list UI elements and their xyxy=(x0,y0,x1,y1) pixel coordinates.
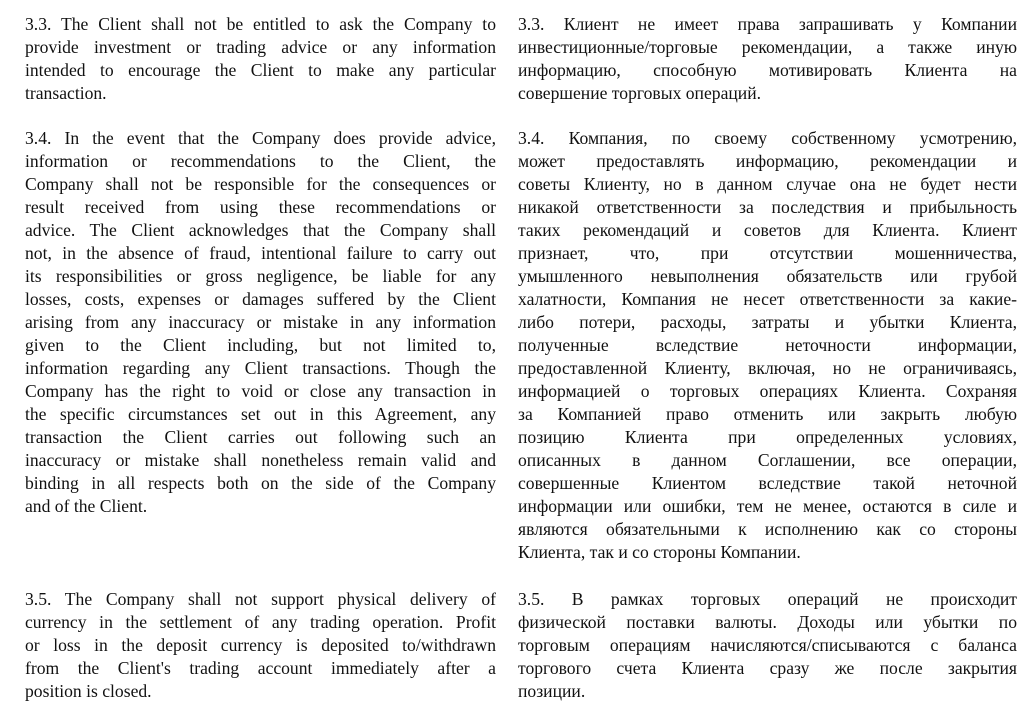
text-line: позицию Клиента при определенных условиях, xyxy=(518,427,1017,447)
text-line: 3.5. The Company shall not support physical delivery of xyxy=(25,589,496,609)
text-line: transaction. xyxy=(25,83,107,103)
text-line: 3.5. В рамках торговых операций не происходит xyxy=(518,589,1017,609)
text-line: торговым операциям начисляются/списываются с баланса xyxy=(518,635,1017,655)
text-line: 3.3. Клиент не имеет права запрашивать у Компании xyxy=(518,14,1017,34)
clause-3-3-ru xyxy=(518,13,1017,105)
text-line: совершенные Клиентом вследствие такой неточной xyxy=(518,473,1017,493)
text-line: либо потери, расходы, затраты и убытки Клиента, xyxy=(518,312,1017,332)
text-line: советы Клиенту, но в данном случае она не будет нести xyxy=(518,174,1017,194)
text-line: Клиента, так и со стороны Компании. xyxy=(518,542,801,562)
text-line: совершение торговых операций. xyxy=(518,83,762,103)
text-line: может предоставлять информацию, рекомендации и xyxy=(518,151,1017,171)
text-line: or loss in the deposit currency is deposited to/withdrawn xyxy=(25,635,496,655)
text-line: given to the Client including, but not limited to, xyxy=(25,335,496,355)
text-line: information or recommendations to the Client, the xyxy=(25,151,496,171)
clause-3-5-en xyxy=(25,588,496,703)
clause-3-5-ru xyxy=(518,588,1017,703)
text-line: инвестиционные/торговые рекомендации, а также иную xyxy=(518,37,1017,57)
text-line: arising from any inaccuracy or mistake in any information xyxy=(25,312,496,332)
clause-3-4-ru xyxy=(518,127,1017,564)
text-line: признает, что, при отсутствии мошенничества, xyxy=(518,243,1017,263)
text-line: losses, costs, expenses or damages suffered by the Client xyxy=(25,289,496,309)
text-line: физической поставки валюты. Доходы или убытки по xyxy=(518,612,1017,632)
text-line: информации или ошибки, тем не менее, остаются в силе и xyxy=(518,496,1017,516)
text-line: 3.3. The Client shall not be entitled to ask the Company to xyxy=(25,14,496,34)
text-line: Company has the right to void or close any transaction in xyxy=(25,381,496,401)
text-line: inaccuracy or mistake shall nonetheless remain valid and xyxy=(25,450,496,470)
text-line: умышленного невыполнения обязательств или грубой xyxy=(518,266,1017,286)
text-line: торгового счета Клиента сразу же после закрытия xyxy=(518,658,1017,678)
text-line: position is closed. xyxy=(25,681,152,701)
text-line: from the Client's trading account immediately after a xyxy=(25,658,496,678)
text-line: за Компанией право отменить или закрыть любую xyxy=(518,404,1017,424)
text-line: 3.4. In the event that the Company does provide advice, xyxy=(25,128,496,148)
text-line: информацию, способную мотивировать Клиента на xyxy=(518,60,1017,80)
text-line: the specific circumstances set out in this Agreement, any xyxy=(25,404,496,424)
text-line: никакой ответственности за последствия и прибыльность xyxy=(518,197,1017,217)
text-line: предоставленной Клиенту, включая, но не ограничиваясь, xyxy=(518,358,1017,378)
text-line: позиции. xyxy=(518,681,586,701)
text-line: advice. The Client acknowledges that the Company shall xyxy=(25,220,496,240)
clause-3-4-en xyxy=(25,127,496,518)
text-line: таких рекомендаций и советов для Клиента. Клиент xyxy=(518,220,1017,240)
text-line: intended to encourage the Client to make any particular xyxy=(25,60,496,80)
text-line: not, in the absence of fraud, intentional failure to carry out xyxy=(25,243,496,263)
clause-3-3-en xyxy=(25,13,496,105)
text-line: transaction the Client carries out following such an xyxy=(25,427,496,447)
text-line: result received from using these recommendations or xyxy=(25,197,496,217)
text-line: 3.4. Компания, по своему собственному усмотрению, xyxy=(518,128,1017,148)
text-line: Company shall not be responsible for the consequences or xyxy=(25,174,496,194)
text-line: and of the Client. xyxy=(25,496,148,516)
text-line: халатности, Компания не несет ответственности за какие- xyxy=(518,289,1017,309)
text-line: полученные вследствие неточности информации, xyxy=(518,335,1017,355)
text-line: provide investment or trading advice or any information xyxy=(25,37,496,57)
text-line: its responsibilities or gross negligence, be liable for any xyxy=(25,266,496,286)
text-line: описанных в данном Соглашении, все операции, xyxy=(518,450,1017,470)
text-line: являются обязательными к исполнению как со стороны xyxy=(518,519,1017,539)
text-line: currency in the settlement of any trading operation. Profit xyxy=(25,612,496,632)
text-line: binding in all respects both on the side of the Company xyxy=(25,473,496,493)
text-line: информацией о торговых операциях Клиента. Сохраняя xyxy=(518,381,1017,401)
text-line: information regarding any Client transactions. Though the xyxy=(25,358,496,378)
